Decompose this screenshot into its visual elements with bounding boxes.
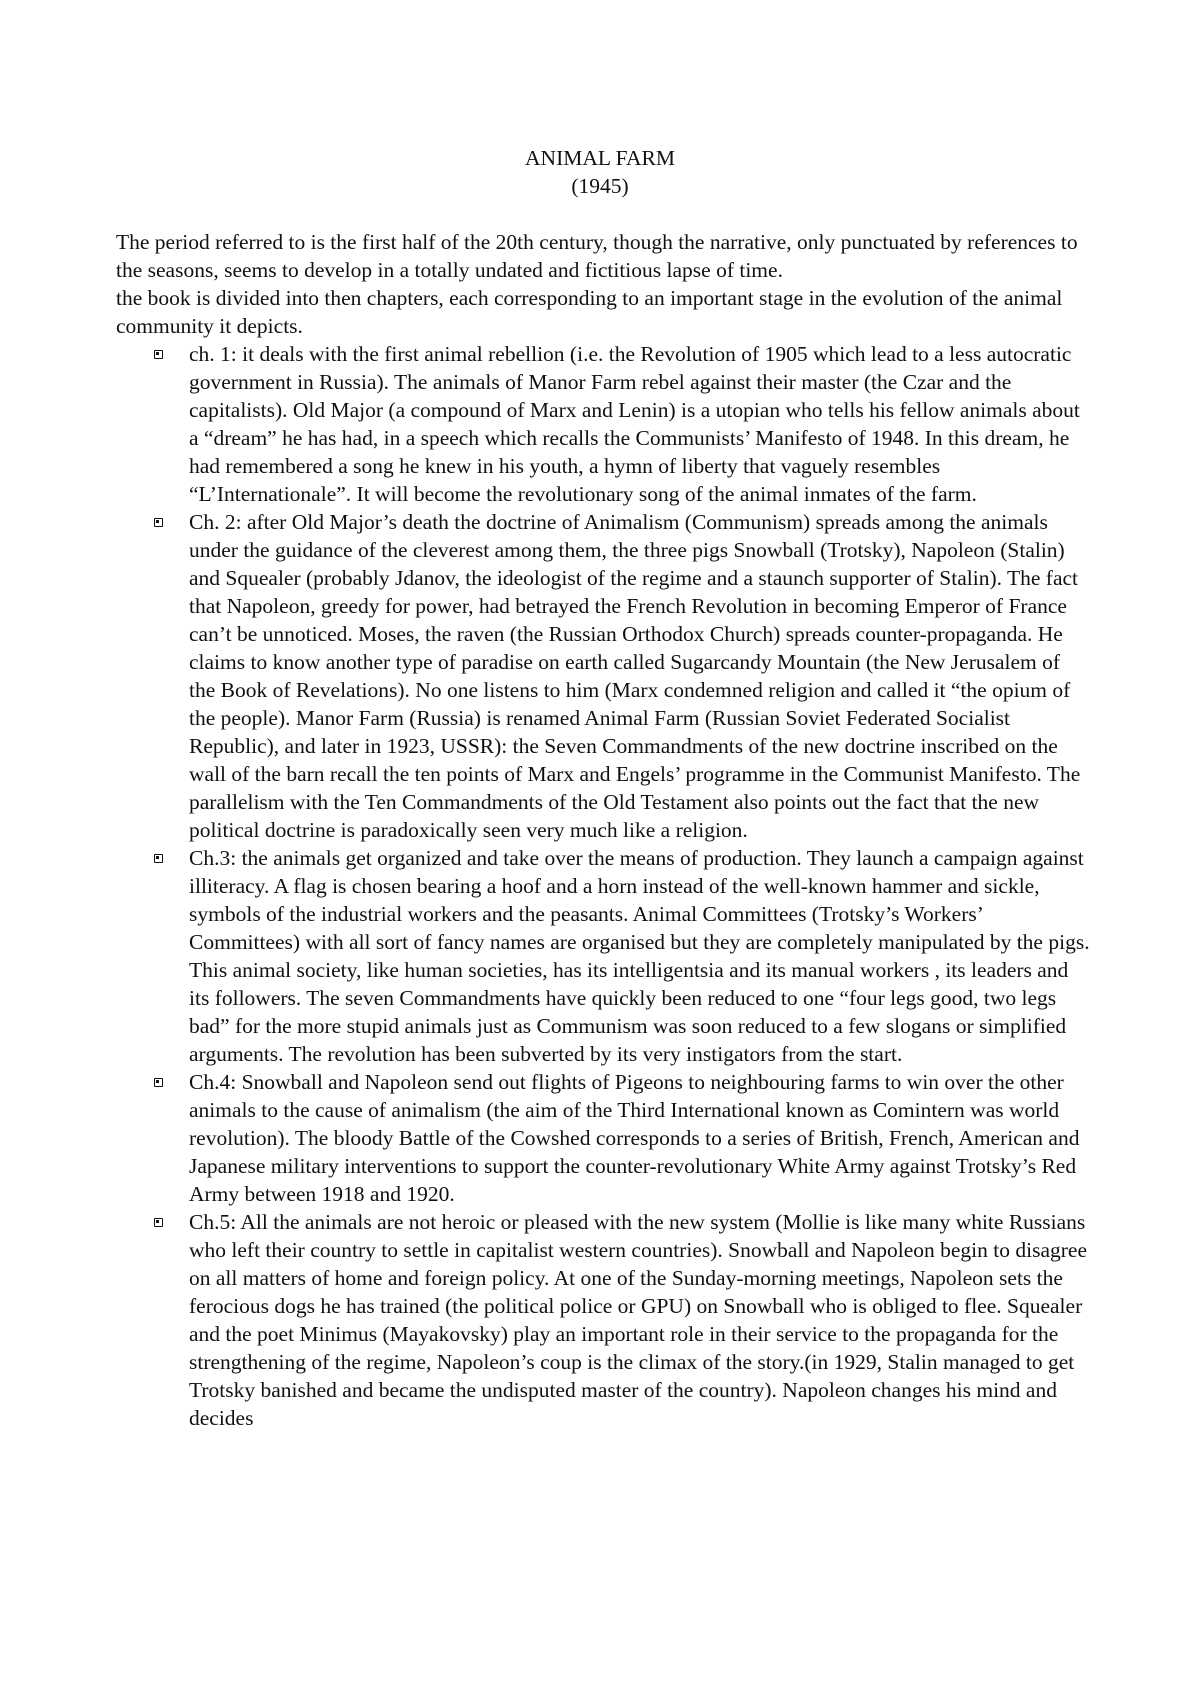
chapter-list (116, 340, 1091, 1432)
title-block (0, 144, 1200, 200)
chapter-item (116, 508, 1091, 844)
chapter-item (116, 1208, 1091, 1432)
chapter-text: Ch.5: All the animals are not heroic or pleased with the new system (Mollie is like many white Russians who left their country to settle in capitalist western countries). Snowball and Napoleon begin to disagree on all matters of home and foreign policy. At one of the Sunday-morning meetings, Napoleon sets the ferocious dogs he has trained (the political police or GPU) on Snowball who is obliged to flee. Squealer and the poet Minimus (Mayakovsky) play an important role in their service to the propaganda for the strengthening of the regime, Napoleon’s coup is the climax of the story.(in 1929, Stalin managed to get Trotsky banished and became the undisputed master of the country). Napoleon changes his mind and decides (189, 1210, 1087, 1430)
chapter-text: Ch.3: the animals get organized and take over the means of production. They launch a campaign against illiteracy. A flag is chosen bearing a hoof and a horn instead of the well-known hammer and sickle, symbols of the industrial workers and the peasants. Animal Committees (Trotsky’s Workers’ Committees) with all sort of fancy names are organised but they are completely manipulated by the pigs. This animal society, like human societies, has its intelligentsia and its manual workers , its leaders and its followers. The seven Commandments have quickly been reduced to one “four legs good, two legs bad” for the more stupid animals just as Communism was soon reduced to a few slogans or simplified arguments. The revolution has been subverted by its very instigators from the start. (189, 846, 1090, 1066)
document-body (116, 228, 1091, 1432)
square-bullet-icon (154, 854, 163, 863)
square-bullet-icon (154, 1218, 163, 1227)
chapter-item (116, 340, 1091, 508)
chapter-text: ch. 1: it deals with the first animal rebellion (i.e. the Revolution of 1905 which lead to a less autocratic government in Russia). The animals of Manor Farm rebel against their master (the Czar and the capitalists). Old Major (a compound of Marx and Lenin) is a utopian who tells his fellow animals about a “dream” he has had, in a speech which recalls the Communists’ Manifesto of 1948. In this dream, he had remembered a song he knew in his youth, a hymn of liberty that vaguely resembles “L’Internationale”. It will become the revolutionary song of the animal inmates of the farm. (189, 342, 1080, 506)
square-bullet-icon (154, 1078, 163, 1087)
chapter-text: Ch. 2: after Old Major’s death the doctrine of Animalism (Communism) spreads among the animals under the guidance of the cleverest among them, the three pigs Snowball (Trotsky), Napoleon (Stalin) and Squealer (probably Jdanov, the ideologist of the regime and a staunch supporter of Stalin). The fact that Napoleon, greedy for power, had betrayed the French Revolution in becoming Emperor of France can’t be unnoticed. Moses, the raven (the Russian Orthodox Church) spreads counter-propaganda. He claims to know another type of paradise on earth called Sugarcandy Mountain (the New Jerusalem of the Book of Revelations). No one listens to him (Marx condemned religion and called it “the opium of the people). Manor Farm (Russia) is renamed Animal Farm (Russian Soviet Federated Socialist Republic), and later in 1923, USSR): the Seven Commandments of the new doctrine inscribed on the wall of the barn recall the ten points of Marx and Engels’ programme in the Communist Manifesto. The parallelism with the Ten Commandments of the Old Testament also points out the fact that the new political doctrine is paradoxically seen very much like a religion. (189, 510, 1081, 842)
intro-paragraph: The period referred to is the first half of the 20th century, though the narrative, only punctuated by references to the seasons, seems to develop in a totally undated and fictitious lapse of time. (116, 230, 1078, 282)
chapter-item (116, 1068, 1091, 1208)
chapter-item (116, 844, 1091, 1068)
document-year: (1945) (571, 174, 629, 198)
document-title: ANIMAL FARM (525, 146, 675, 170)
square-bullet-icon (154, 350, 163, 359)
structure-paragraph: the book is divided into then chapters, each corresponding to an important stage in the evolution of the animal community it depicts. (116, 286, 1063, 338)
square-bullet-icon (154, 518, 163, 527)
chapter-text: Ch.4: Snowball and Napoleon send out flights of Pigeons to neighbouring farms to win over the other animals to the cause of animalism (the aim of the Third International known as Comintern was world revolution). The bloody Battle of the Cowshed corresponds to a series of British, French, American and Japanese military interventions to support the counter-revolutionary White Army against Trotsky’s Red Army between 1918 and 1920. (189, 1070, 1080, 1206)
